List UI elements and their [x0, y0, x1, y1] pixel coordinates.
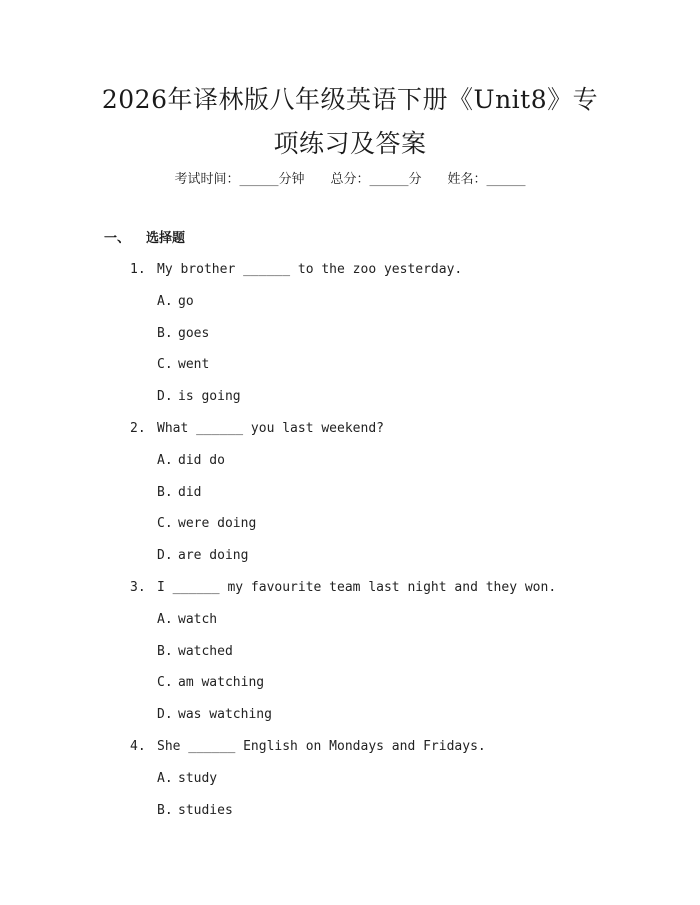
option-letter: D.	[157, 389, 173, 404]
question-row	[0, 577, 700, 599]
question-text: What ______ you last weekend?	[157, 421, 384, 436]
option-row	[0, 291, 700, 313]
section-number: 一、	[104, 231, 131, 246]
option-row	[0, 386, 700, 408]
question-row	[0, 259, 700, 281]
option-text: did do	[178, 453, 225, 468]
question-row	[0, 418, 700, 440]
student-name-field: 姓名：______	[447, 171, 526, 187]
option-letter: A.	[157, 294, 173, 309]
total-score-field: 总分：______分	[330, 171, 422, 187]
document-title-line-1: 2026年译林版八年级英语下册《Unit8》专	[101, 85, 599, 114]
section-heading	[104, 228, 185, 250]
option-letter: B.	[157, 644, 173, 659]
question-text: She ______ English on Mondays and Fridays.	[157, 739, 486, 754]
question-number: 4.	[130, 739, 146, 754]
document-title-line-2: 项练习及答案	[273, 129, 427, 158]
question-text: I ______ my favourite team last night and they won.	[157, 580, 557, 595]
option-text: is going	[178, 389, 241, 404]
option-letter: C.	[157, 516, 173, 531]
option-text: go	[178, 294, 194, 309]
option-row	[0, 641, 700, 663]
option-text: watched	[178, 644, 233, 659]
option-letter: D.	[157, 707, 173, 722]
section-title: 选择题	[146, 231, 186, 246]
option-row	[0, 545, 700, 567]
option-row	[0, 513, 700, 535]
question-row	[0, 736, 700, 758]
option-letter: B.	[157, 485, 173, 500]
option-text: watch	[178, 612, 218, 627]
option-text: was watching	[178, 707, 272, 722]
option-text: did	[178, 485, 202, 500]
document-title	[0, 78, 700, 166]
option-letter: B.	[157, 803, 173, 818]
option-letter: C.	[157, 675, 173, 690]
option-row	[0, 609, 700, 631]
question-number: 1.	[130, 262, 146, 277]
option-row	[0, 704, 700, 726]
option-text: are doing	[178, 548, 249, 563]
option-letter: A.	[157, 771, 173, 786]
option-row	[0, 768, 700, 790]
option-text: study	[178, 771, 218, 786]
option-letter: B.	[157, 326, 173, 341]
option-letter: A.	[157, 612, 173, 627]
option-text: am watching	[178, 675, 265, 690]
option-letter: C.	[157, 357, 173, 372]
option-text: studies	[178, 803, 233, 818]
option-text: goes	[178, 326, 210, 341]
option-letter: D.	[157, 548, 173, 563]
option-row	[0, 450, 700, 472]
exam-time-field: 考试时间：______分钟	[174, 171, 305, 187]
question-number: 3.	[130, 580, 146, 595]
question-text: My brother ______ to the zoo yesterday.	[157, 262, 463, 277]
exam-info	[0, 165, 700, 189]
option-text: were doing	[178, 516, 257, 531]
option-row	[0, 323, 700, 345]
option-row	[0, 354, 700, 376]
option-row	[0, 482, 700, 504]
question-number: 2.	[130, 421, 146, 436]
option-row	[0, 800, 700, 822]
option-letter: A.	[157, 453, 173, 468]
option-text: went	[178, 357, 210, 372]
option-row	[0, 672, 700, 694]
